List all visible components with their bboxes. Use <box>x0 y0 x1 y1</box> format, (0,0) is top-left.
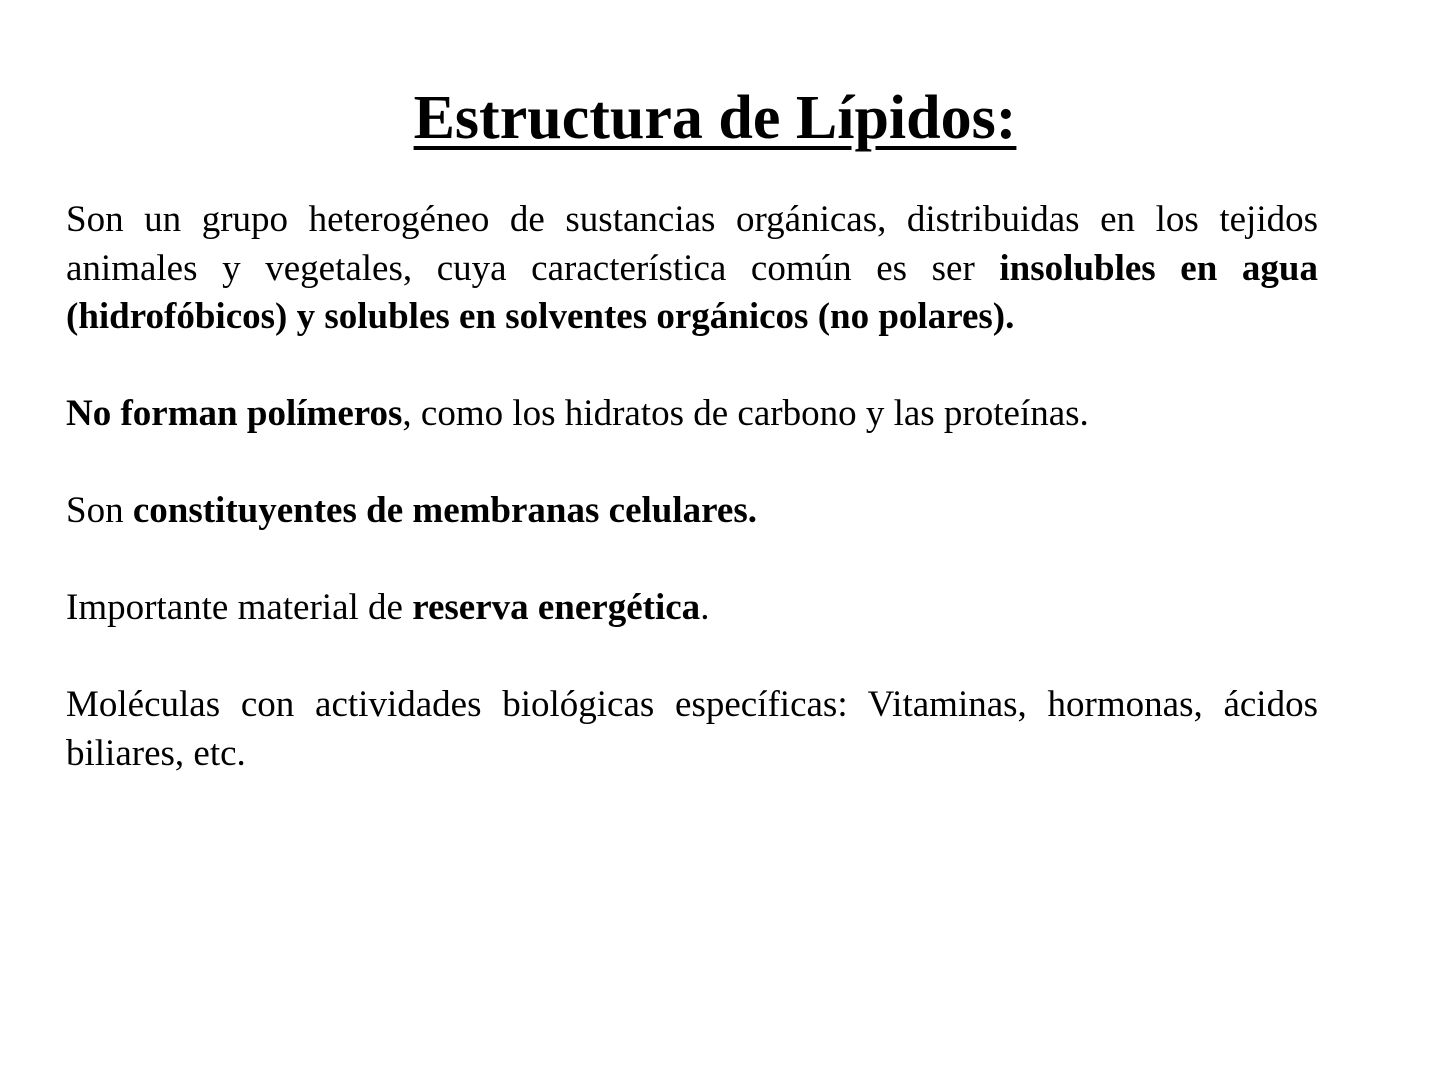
paragraph-text: Moléculas con actividades biológicas específicas: Vitaminas, hormonas, ácidos biliares, etc. <box>66 684 1318 774</box>
paragraph-biological-activity <box>66 681 1318 778</box>
slide-title <box>0 80 1430 156</box>
slide-title-text: Estructura de Lípidos: <box>413 84 1017 152</box>
paragraph-definition <box>66 196 1318 342</box>
paragraph-text: Son <box>66 490 133 531</box>
paragraph-membranes <box>66 487 1318 536</box>
paragraph-text: . <box>700 587 710 628</box>
slide-body <box>66 196 1318 827</box>
paragraph-no-polymers <box>66 390 1318 439</box>
paragraph-text: Importante material de <box>66 587 413 628</box>
paragraph-bold-text: reserva energética <box>412 587 701 628</box>
paragraph-bold-text: insolubles en agua (hidrofóbicos) y solubles en solventes orgánicos (no polares). <box>66 247 1318 337</box>
paragraph-text: , como los hidratos de carbono y las proteínas. <box>402 393 1089 434</box>
paragraph-bold-text: No forman polímeros <box>66 393 403 434</box>
paragraph-text: Son un grupo heterogéneo de sustancias orgánicas, distribuidas en los tejidos animales y vegetales, cuya característica común es ser <box>66 199 1318 289</box>
paragraph-energy-reserve <box>66 584 1318 633</box>
paragraph-bold-text: constituyentes de membranas celulares. <box>132 490 757 531</box>
